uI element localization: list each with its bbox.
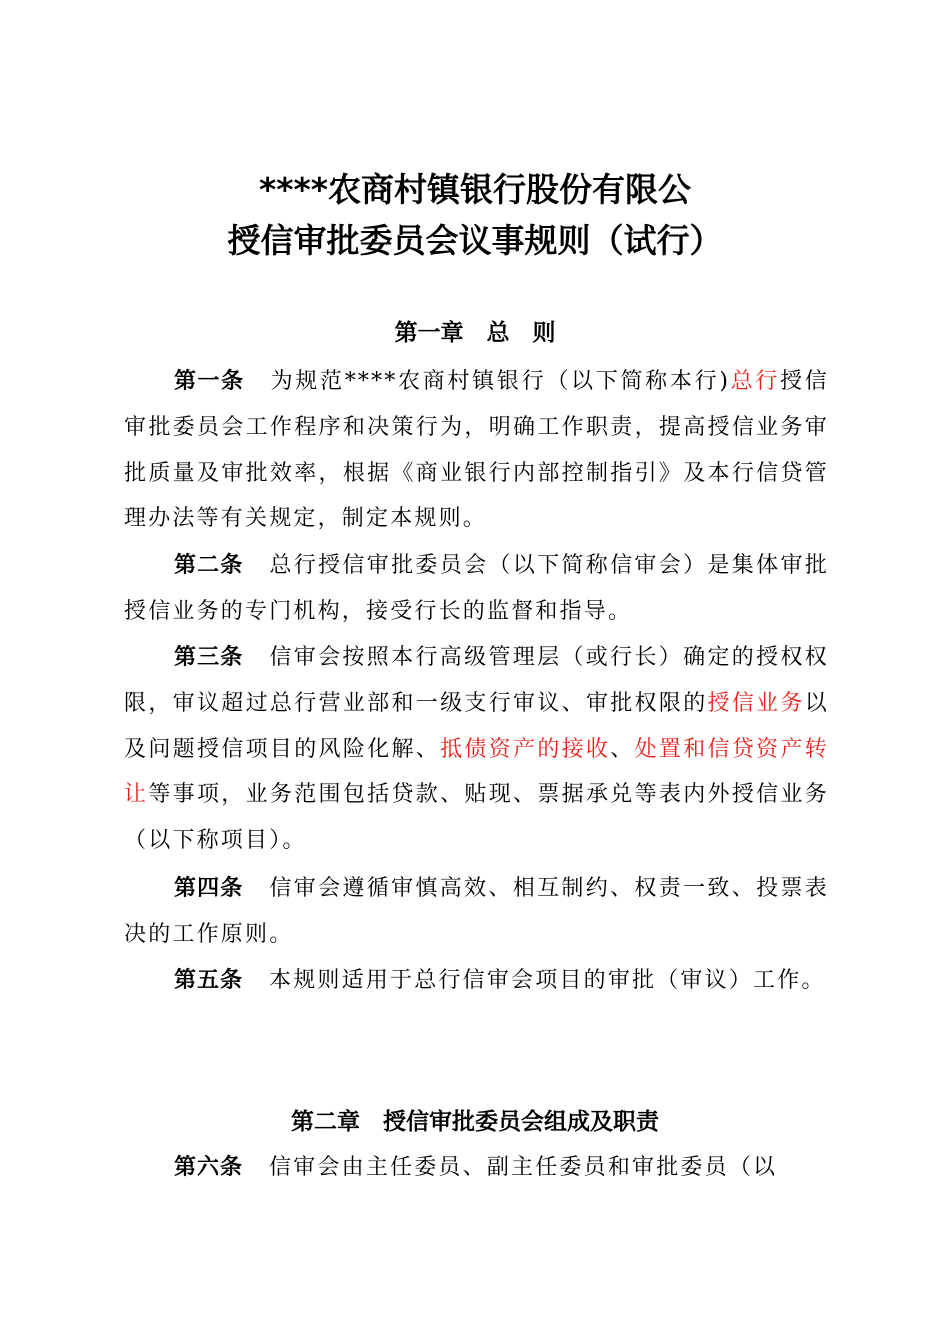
- article-3-text-4: 等事项，业务范围包括贷款、贴现、票据承兑等表内外授信业务（以下称项目）。: [124, 782, 830, 854]
- article-4-text-1: 信审会遵循审慎高效、相互制约、权责一致、投票表决的工作原则。: [124, 876, 829, 947]
- article-1-text-1: 为规范****农商村镇银行（以下简称本行): [270, 369, 731, 394]
- article-4-label: 第四条: [174, 876, 244, 901]
- article-1-text-2: 授信审批委员会工作程序和决策行为，明确工作职责，提高授信业务审批质量及审批效率，根据《商业银行内部控制指引》及本行信贷管理办法等有关规定，制定本规则。: [124, 369, 829, 532]
- article-3-highlight-1: 授信业务: [707, 690, 805, 716]
- chapter-1-heading: 第一章 总 则: [394, 320, 556, 346]
- document-title-line-1: ****农商村镇银行股份有限公: [258, 170, 692, 209]
- article-3-highlight-2: 抵债资产的接收: [440, 736, 611, 762]
- article-6-label: 第六条: [174, 1155, 244, 1180]
- article-5-text-1: 本规则适用于总行信审会项目的审批（审议）工作。: [269, 968, 826, 993]
- article-3-highlight-3: 处置和信贷资产转让: [124, 736, 830, 808]
- article-2-label: 第二条: [174, 553, 244, 578]
- article-3: [124, 635, 829, 864]
- chapter-2-heading: 第二章 授信审批委员会组成及职责: [291, 1109, 659, 1135]
- article-3-text-3: 、: [610, 736, 635, 762]
- article-5-label: 第五条: [174, 968, 244, 993]
- article-3-label: 第三条: [174, 645, 244, 670]
- article-3-text-2: 以及问题授信项目的风险化解、: [124, 690, 829, 762]
- document-title-line-2: 授信审批委员会议事规则（试行）: [227, 221, 723, 260]
- article-5: [124, 958, 829, 1004]
- article-3-text-1: 信审会按照本行高级管理层（或行长）确定的授权权限，审议超过总行营业部和一级支行审议、审批权限的: [124, 645, 829, 716]
- article-1-label: 第一条: [174, 369, 245, 394]
- article-6: [124, 1145, 829, 1191]
- article-1: [124, 359, 829, 542]
- article-2-text-1: 总行授信审批委员会（以下简称信审会）是集体审批授信业务的专门机构，接受行长的监督和指导。: [124, 553, 829, 624]
- article-1-highlight-1: 总行: [730, 369, 781, 394]
- article-6-text-1: 信审会由主任委员、副主任委员和审批委员（以: [269, 1155, 778, 1180]
- article-2: [124, 543, 829, 635]
- article-4: [124, 866, 829, 958]
